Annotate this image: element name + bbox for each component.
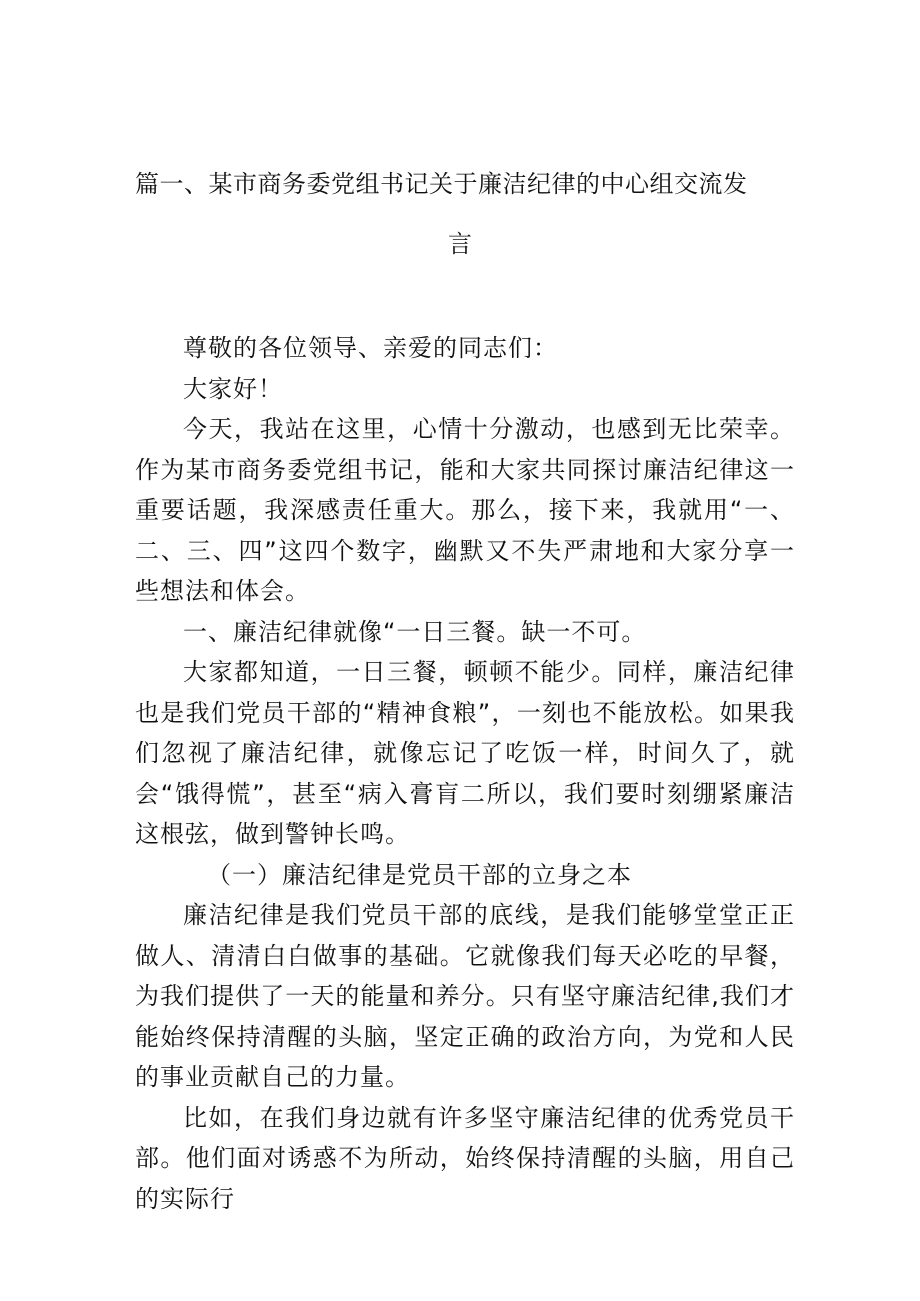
subsection-heading-1: （一）廉洁纪律是党员干部的立身之本 bbox=[207, 860, 632, 889]
document-title-line-1: 篇一、某市商务委党组书记关于廉洁纪律的中心组交流发 bbox=[135, 170, 748, 198]
section-1-paragraph: 大家都知道，一日三餐，顿顿不能少。同样，廉洁纪律也是我们党员干部的“精神食粮”，一刻也不能放松。如果我们忽视了廉洁纪律，就像忘记了吃饭一样，时间久了，就会“饿得慌”，甚至“病入膏肓二所以，我们要时刻绷紧廉洁这根弦，做到警钟长鸣。 bbox=[135, 658, 795, 848]
salutation: 尊敬的各位领导、亲爱的同志们： bbox=[183, 334, 558, 362]
intro-paragraph: 今天，我站在这里，心情十分激动，也感到无比荣幸。作为某市商务委党组书记，能和大家共同探讨廉洁纪律这一重要话题，我深感责任重大。那么，接下来，我就用“一、二、三、四”这四个数字，幽默又不失严肃地和大家分享一些想法和体会。 bbox=[135, 415, 795, 605]
section-heading-1: 一、廉洁纪律就像“一日三餐。缺一不可。 bbox=[183, 617, 647, 646]
example-paragraph: 比如，在我们身边就有许多坚守廉洁纪律的优秀党员干部。他们面对诱惑不为所动，始终保持清醒的头脑，用自己的实际行 bbox=[135, 1103, 795, 1213]
subsection-1-paragraph: 廉洁纪律是我们党员干部的底线，是我们能够堂堂正正做人、清清白白做事的基础。它就像我们每天必吃的早餐，为我们提供了一天的能量和养分。只有坚守廉洁纪律,我们才能始终保持清醒的头脑，坚定正确的政治方向，为党和人民的事业贡献自己的力量。 bbox=[135, 901, 795, 1091]
document-title-line-2: 言 bbox=[448, 230, 473, 258]
greeting: 大家好！ bbox=[183, 374, 283, 403]
document-body bbox=[135, 328, 795, 1219]
